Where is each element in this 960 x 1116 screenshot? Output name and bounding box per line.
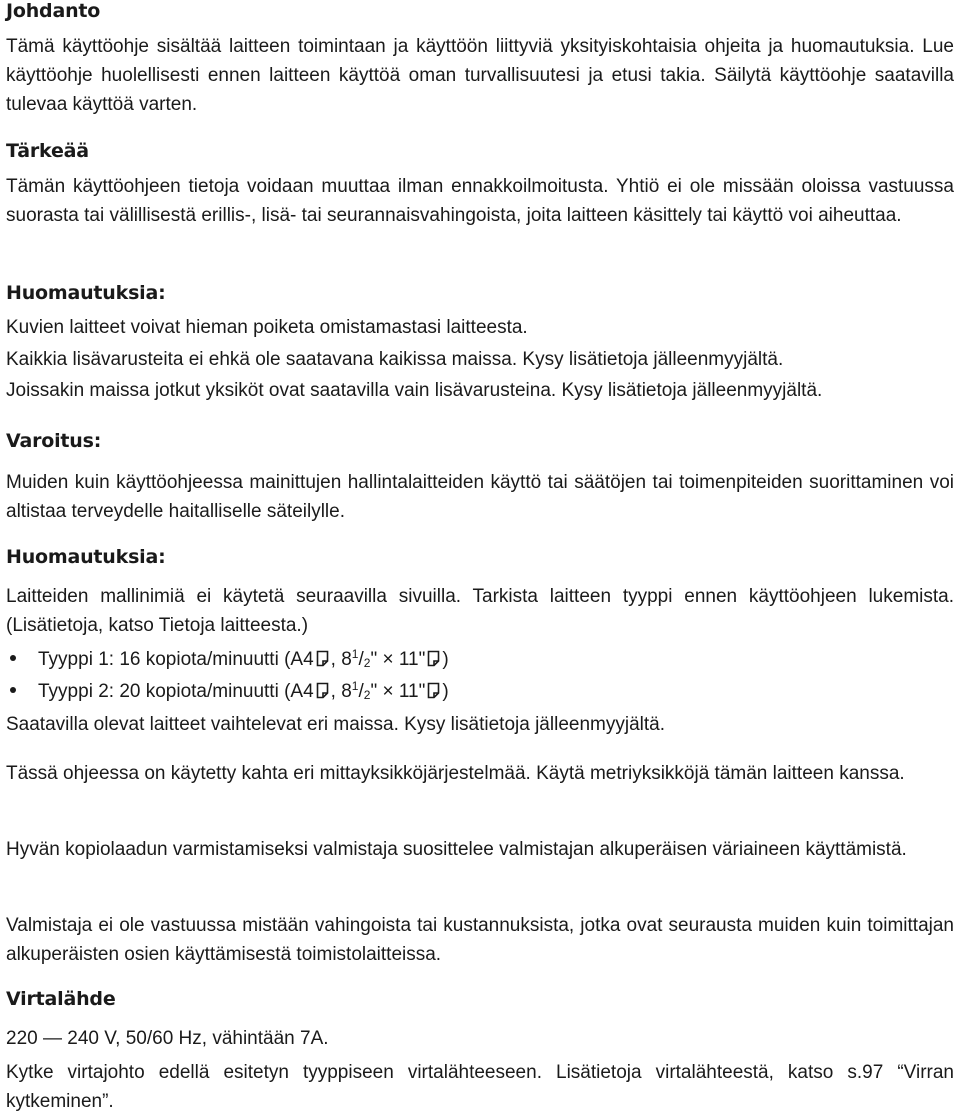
type-label: Tyyppi 2: 20 kopiota/minuutti (A4 [38, 681, 314, 702]
heading-power: Virtalähde [6, 988, 116, 1010]
size-numerator: 1 [351, 647, 359, 661]
note-line-1: Kuvien laitteet voivat hieman poiketa omistamastasi laitteesta. [6, 317, 528, 338]
list-item [6, 645, 954, 674]
size-tail: " × 11" [370, 681, 426, 702]
list-item [6, 677, 954, 706]
type-line: Tyyppi 1: 16 kopiota/minuutti (A4 , $8^1/_2$" × 11" ) [38, 647, 449, 670]
bullet-dot-icon [10, 655, 16, 661]
heading-important: Tärkeää [6, 140, 89, 162]
metric-paragraph: Tässä ohjeessa on käytetty kahta eri mittayksikköjärjestelmää. Käytä metriyksikköjä tämän laitteen kanssa. [6, 763, 905, 784]
liability-paragraph: Valmistaja ei ole vastuussa mistään vahingoista tai kustannuksista, jotka ovat seurausta muiden kuin toimittajan alkuperäisten osien käyttämisestä toimistolaitteissa. [6, 915, 954, 965]
size-integer: 8 [341, 681, 352, 702]
paper-portrait-icon [316, 650, 329, 667]
intro-paragraph: Tämä käyttöohje sisältää laitteen toimintaan ja käyttöön liittyviä yksityiskohtaisia ohjeita ja huomautuksia. Lue käyttöohje huolellisesti ennen laitteen käyttöä oman turvallisuutesi ja etusi takia. Säilytä käyttöohje saatavilla tulevaa käyttöä varten. [6, 36, 954, 115]
size-numerator: 1 [351, 679, 359, 693]
size-denominator: 2 [363, 656, 371, 670]
important-paragraph: Tämän käyttöohjeen tietoja voidaan muuttaa ilman ennakkoilmoitusta. Yhtiö ei ole missään oloissa vastuussa suorasta tai välillisestä erillis-, lisä- tai seurannaisvahingoista, joita laitteen käsittely tai käyttö voi aiheuttaa. [6, 176, 954, 226]
bullet-dot-icon [10, 687, 16, 693]
power-spec: 220 — 240 V, 50/60 Hz, vähintään 7A. [6, 1028, 329, 1049]
quality-paragraph: Hyvän kopiolaadun varmistamiseksi valmistaja suosittelee valmistajan alkuperäisen väriaineen käyttämistä. [6, 839, 907, 860]
paper-portrait-icon [427, 650, 440, 667]
heading-warning: Varoitus: [6, 430, 102, 452]
size-tail: " × 11" [370, 649, 426, 670]
note-line-3: Joissakin maissa jotkut yksiköt ovat saatavilla vain lisävarusteina. Kysy lisätietoja jälleenmyyjältä. [6, 380, 823, 401]
type-line: Tyyppi 2: 20 kopiota/minuutti (A4 , $8^1/_2$" × 11" ) [38, 679, 449, 702]
separator: , [330, 649, 336, 670]
type-label: Tyyppi 1: 16 kopiota/minuutti (A4 [38, 649, 314, 670]
paper-portrait-icon [316, 682, 329, 699]
size-integer: 8 [341, 649, 352, 670]
power-instruction: Kytke virtajohto edellä esitetyn tyyppiseen virtalähteeseen. Lisätietoja virtalähteestä, katso s.97 “Virran kytkeminen”. [6, 1062, 954, 1112]
heading-notes-2: Huomautuksia: [6, 546, 166, 568]
paper-portrait-icon [427, 682, 440, 699]
heading-intro: Johdanto [6, 0, 101, 22]
size-denominator: 2 [363, 688, 371, 702]
notes-2-paragraph: Laitteiden mallinimiä ei käytetä seuraavilla sivuilla. Tarkista laitteen tyyppi ennen käyttöohjeen lukemista. (Lisätietoja, katso Tietoja laitteesta.) [6, 586, 954, 636]
availability-paragraph: Saatavilla olevat laitteet vaihtelevat eri maissa. Kysy lisätietoja jälleenmyyjältä. [6, 714, 665, 735]
note-line-2: Kaikkia lisävarusteita ei ehkä ole saatavana kaikissa maissa. Kysy lisätietoja jälleenmyyjältä. [6, 349, 784, 370]
close-paren: ) [442, 681, 449, 702]
close-paren: ) [442, 649, 449, 670]
warning-paragraph: Muiden kuin käyttöohjeessa mainittujen hallintalaitteiden käyttö tai säätöjen tai toimenpiteiden suorittaminen voi altistaa terveydelle haitalliselle säteilylle. [6, 472, 954, 522]
separator: , [330, 681, 336, 702]
heading-notes-1: Huomautuksia: [6, 282, 166, 304]
